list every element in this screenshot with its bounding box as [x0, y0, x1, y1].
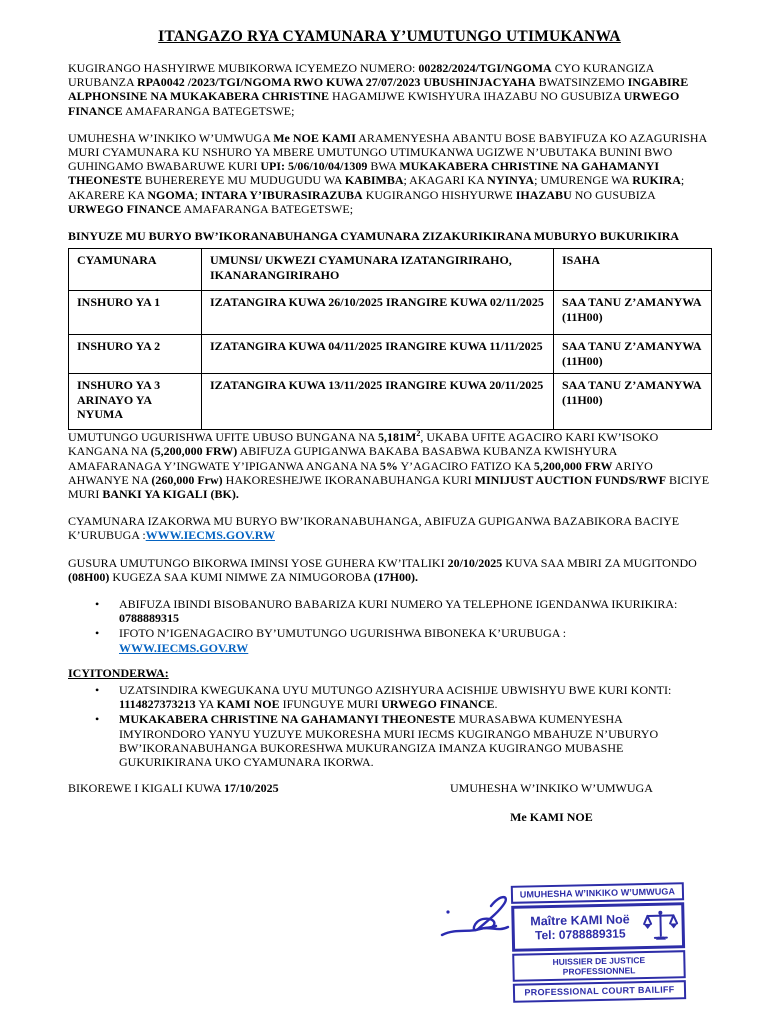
bailiff-signature-titles: [450, 781, 653, 823]
table-row: [69, 374, 712, 430]
stamp-phone: Tel: 0788889315: [534, 926, 626, 943]
table-row: [69, 291, 712, 335]
header-dates: UMUNSI/ UKWEZI CYAMUNARA IZATANGIRIRAHO, IKANARANGIRIRAHO: [202, 249, 554, 291]
bailiff-function-label: UMUHESHA W’INKIKO W’UMWUGA: [450, 781, 653, 796]
paragraph-bailiff-announcement: UMUHESHA W’INKIKO W’UMWUGA Me NOE KAMI ARAMENYESHA ABANTU BOSE BABYIFUZA KO AZAGURISHA MURI CYAMUNARA KU NSHURO YA MBERE UMUTUNGO UTIMUKANWA UGIZWE N’UBUTAKA BUNINI BWO GUHINGAMO BWABARUWE KURI UPI: 5/06/10/04/1309 BWA MUKAKABERA CHRISTINE NA GAHAMANYI THEONESTE BUHEREREYE MU MUDUGUDU WA KABIMBA; AKAGARI KA NYINYA; UMURENGE WA RUKIRA; AKARERE KA NGOMA; INTARA Y’IBURASIRAZUBA KUGIRANGO HISHYURWE IHAZABU NO GUSUBIZA URWEGO FINANCE AMAFARANGA BATEGETSWE;: [68, 130, 707, 216]
info-bullet-list: [68, 597, 711, 655]
bullet-item-payment-account: • UZATSINDIRA KWEGUKANA UYU MUTUNGO AZISHYURA ACISHIJE UBWISHYU BWE KURI KONTI: 1114827373213 YA KAMI NOE IFUNGUYE MURI URWEGO FINANCE.: [119, 683, 711, 711]
scales-of-justice-icon: [642, 908, 679, 943]
stamp-title-english: PROFESSIONAL COURT BAILIFF: [513, 980, 686, 1003]
cell-dates: IZATANGIRA KUWA 04/11/2025 IRANGIRE KUWA 11/11/2025: [202, 335, 554, 374]
stamp-title-french: HUISSIER DE JUSTICE PROFESSIONNEL: [512, 950, 686, 982]
iecms-website-link[interactable]: WWW.IECMS.GOV.RW: [119, 640, 249, 655]
iecms-website-link[interactable]: WWW.IECMS.GOV.RW: [145, 528, 275, 543]
stamp-bailiff-name: Maître KAMI Noë: [530, 912, 630, 929]
bailiff-name: Me KAMI NOE: [510, 809, 593, 824]
cell-time: SAA TANU Z’AMANYWA (11H00): [554, 291, 712, 335]
note-bullet-list: [68, 683, 711, 769]
bullet-item-phone: • ABIFUZA IBINDI BISOBANURO BABARIZA KURI NUMERO YA TELEPHONE IGENDANWA IKURIKIRA: 0788889315: [119, 597, 711, 625]
bailiff-stamp: [511, 882, 686, 1005]
cell-time: SAA TANU Z’AMANYWA (11H00): [554, 374, 712, 430]
cell-round: INSHURO YA 1: [69, 291, 202, 335]
paragraph-decision-reference: KUGIRANGO HASHYIRWE MUBIKORWA ICYEMEZO NUMERO: 00282/2024/TGI/NGOMA CYO KURANGIZA URUBANZA RPA0042 /2023/TGI/NGOMA RWO KUWA 27/07/2023 UBUSHINJACYAHA BWATSINZEMO INGABIRE ALPHONSINE NA MUKAKABERA CHRISTINE HAGAMIJWE KWISHYURA IHAZABU NO GUSUBIZA URWEGO FINANCE AMAFARANGA BATEGETSWE;: [68, 61, 689, 118]
header-isaha: ISAHA: [554, 249, 712, 291]
signature-block: [68, 781, 711, 841]
page-title: ITANGAZO RYA CYAMUNARA Y’UMUTUNGO UTIMUKANWA: [158, 28, 621, 45]
note-heading: ICYITONDERWA:: [68, 665, 169, 680]
auction-rounds-heading: BINYUZE MU BURYO BW’IKORANABUHANGA CYAMUNARA ZIZAKURIKIRANA MUBURYO BUKURIKIRA: [68, 229, 680, 244]
table-header-row: [69, 249, 712, 291]
paragraph-property-value: UMUTUNGO UGURISHWA UFITE UBUSO BUNGANA NA $5,181M^2$, UKABA UFITE AGACIRO KARI KW’ISOKO KANGANA NA (5,200,000 FRW) ABIFUZA GUPIGANWA BAKABA BASABWA KUBANZA KWISHYURA AMAFARANAGA Y’INGWATE Y’IPIGANWA ANGANA NA 5% Y’AGACIRO FATIZO KA 5,200,000 FRW ARIYO AHWANYE NA (260,000 Frw) HAKORESHEJWE IKORANABUHANGA KURI MINIJUST AUCTION FUNDS/RWF BICIYE MURI BANKI YA KIGALI (BK).: [68, 429, 710, 502]
bullet-item-identity-request: • MUKAKABERA CHRISTINE NA GAHAMANYI THEONESTE MURASABWA KUMENYESHA IMYIRONDORO YANYU YUZUYE MUKORESHA MURI IECMS KUGIRANGO MBAHUZE N’UBURYO BW’IKORANABUHANGA BUKORESHWA MUKURANGIZA IMANZA KUGIRANGO MUBASHE GUKURIKIRANA UKO CYAMUNARA IKORWA.: [119, 712, 711, 769]
bullet-item-photos: • IFOTO N’IGENAGACIRO BY’UMUTUNGO UGURISHWA BIBONEKA K’URUBUGA : WWW.IECMS.GOV.RW: [119, 626, 711, 654]
paragraph-visit-hours: GUSURA UMUTUNGO BIKORWA IMINSI YOSE GUHERA KW’ITALIKI 20/10/2025 KUVA SAA MBIRI ZA MUGITONDO (08H00) KUGEZA SAA KUMI NIMWE ZA NIMUGOROBA (17H00).: [68, 555, 697, 584]
stamp-identity-box: [511, 902, 685, 952]
cell-round: INSHURO YA 3 ARINAYO YA NYUMA: [69, 374, 202, 430]
issued-at-line: BIKOREWE I KIGALI KUWA 17/10/2025: [68, 781, 279, 796]
table-row: [69, 335, 712, 374]
header-cyamunara: CYAMUNARA: [69, 249, 202, 291]
cell-dates: IZATANGIRA KUWA 26/10/2025 IRANGIRE KUWA 02/11/2025: [202, 291, 554, 335]
auction-schedule-table: [68, 248, 712, 430]
stamp-name-block: [517, 912, 643, 943]
cell-time: SAA TANU Z’AMANYWA (11H00): [554, 335, 712, 374]
cell-round: INSHURO YA 2: [69, 335, 202, 374]
paragraph-online-auction: CYAMUNARA IZAKORWA MU BURYO BW’IKORANABUHANGA, ABIFUZA GUPIGANWA BAZABIKORA BACIYE K’URUBUGA :WWW.IECMS.GOV.RW: [68, 514, 680, 543]
cell-dates: IZATANGIRA KUWA 13/11/2025 IRANGIRE KUWA 20/11/2025: [202, 374, 554, 430]
stamp-header-line: UMUHESHA W’INKIKO W’UMWUGA: [511, 882, 684, 904]
